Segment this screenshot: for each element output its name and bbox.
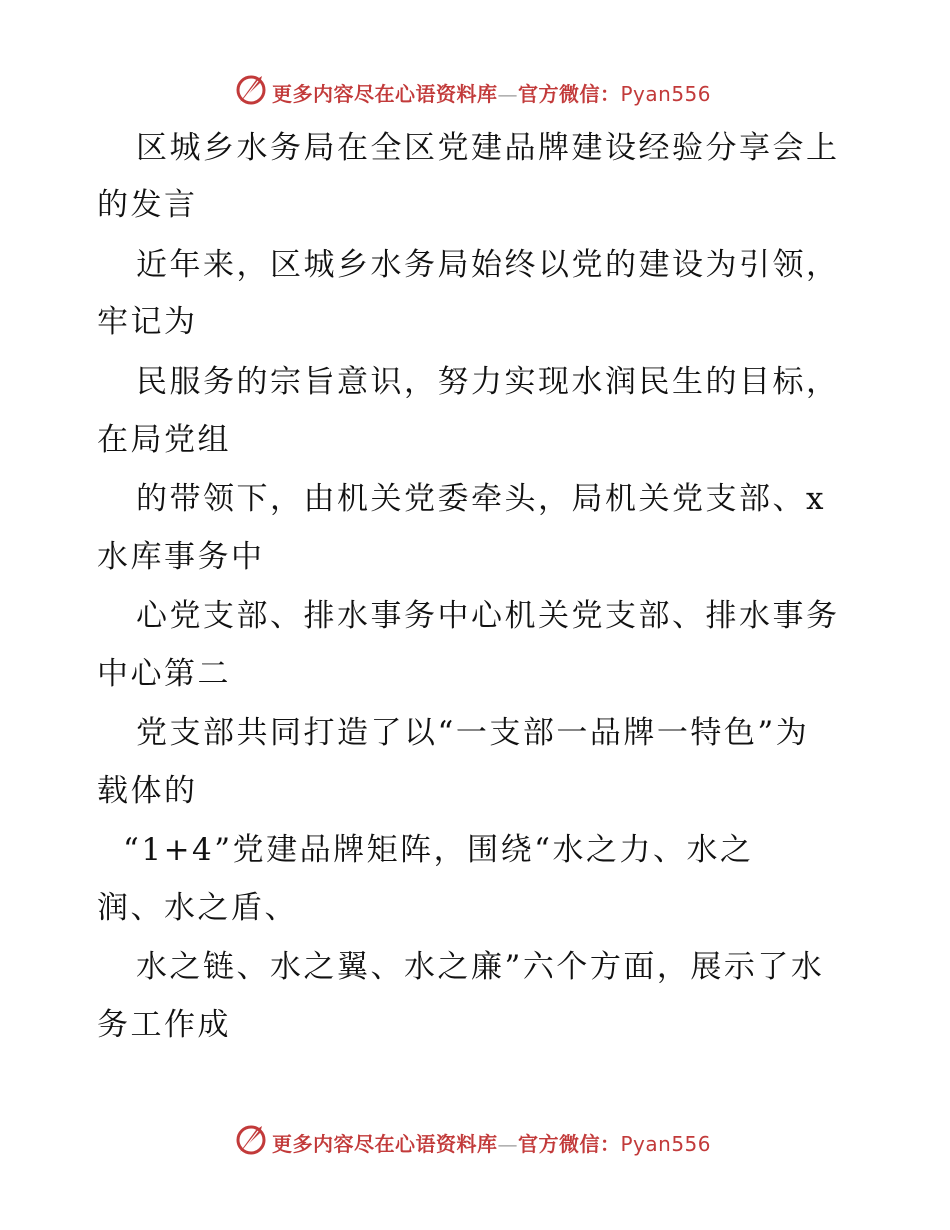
feather-pen-logo-icon <box>234 1122 268 1156</box>
watermark-text: 更多内容尽在心语资料库—官方微信：Pyan556 <box>272 82 712 106</box>
document-text-line: 牢记为 <box>97 304 198 340</box>
document-text-line: 水库事务中 <box>97 539 265 575</box>
document-title-line-1: 区城乡水务局在全区党建品牌建设经验分享会上 <box>136 130 840 166</box>
document-text-line: 民服务的宗旨意识，努力实现水润民生的目标， <box>136 364 840 400</box>
document-text-line: 润、水之盾、 <box>97 890 298 926</box>
document-text-line: 心党支部、排水事务中心机关党支部、排水事务 <box>136 598 840 634</box>
document-text-line: 在局党组 <box>97 422 231 458</box>
watermark-text: 更多内容尽在心语资料库—官方微信：Pyan556 <box>272 1132 712 1156</box>
feather-pen-logo-icon <box>234 72 268 106</box>
document-text-line: 中心第二 <box>97 656 231 692</box>
document-text-line: “1+4”党建品牌矩阵，围绕“水之力、水之 <box>123 832 754 868</box>
document-title-line-2: 的发言 <box>97 187 198 223</box>
document-text-line: 的带领下，由机关党委牵头，局机关党支部、x <box>136 481 826 517</box>
document-text-line: 党支部共同打造了以“一支部一品牌一特色”为 <box>136 715 810 751</box>
document-text-line: 水之链、水之翼、水之廉”六个方面，展示了水 <box>136 949 825 985</box>
document-text-line: 近年来，区城乡水务局始终以党的建设为引领， <box>136 247 840 283</box>
document-text-line: 载体的 <box>97 773 198 809</box>
document-text-line: 务工作成 <box>97 1007 231 1043</box>
header-watermark-banner <box>0 70 950 110</box>
footer-watermark-banner <box>0 1120 950 1160</box>
